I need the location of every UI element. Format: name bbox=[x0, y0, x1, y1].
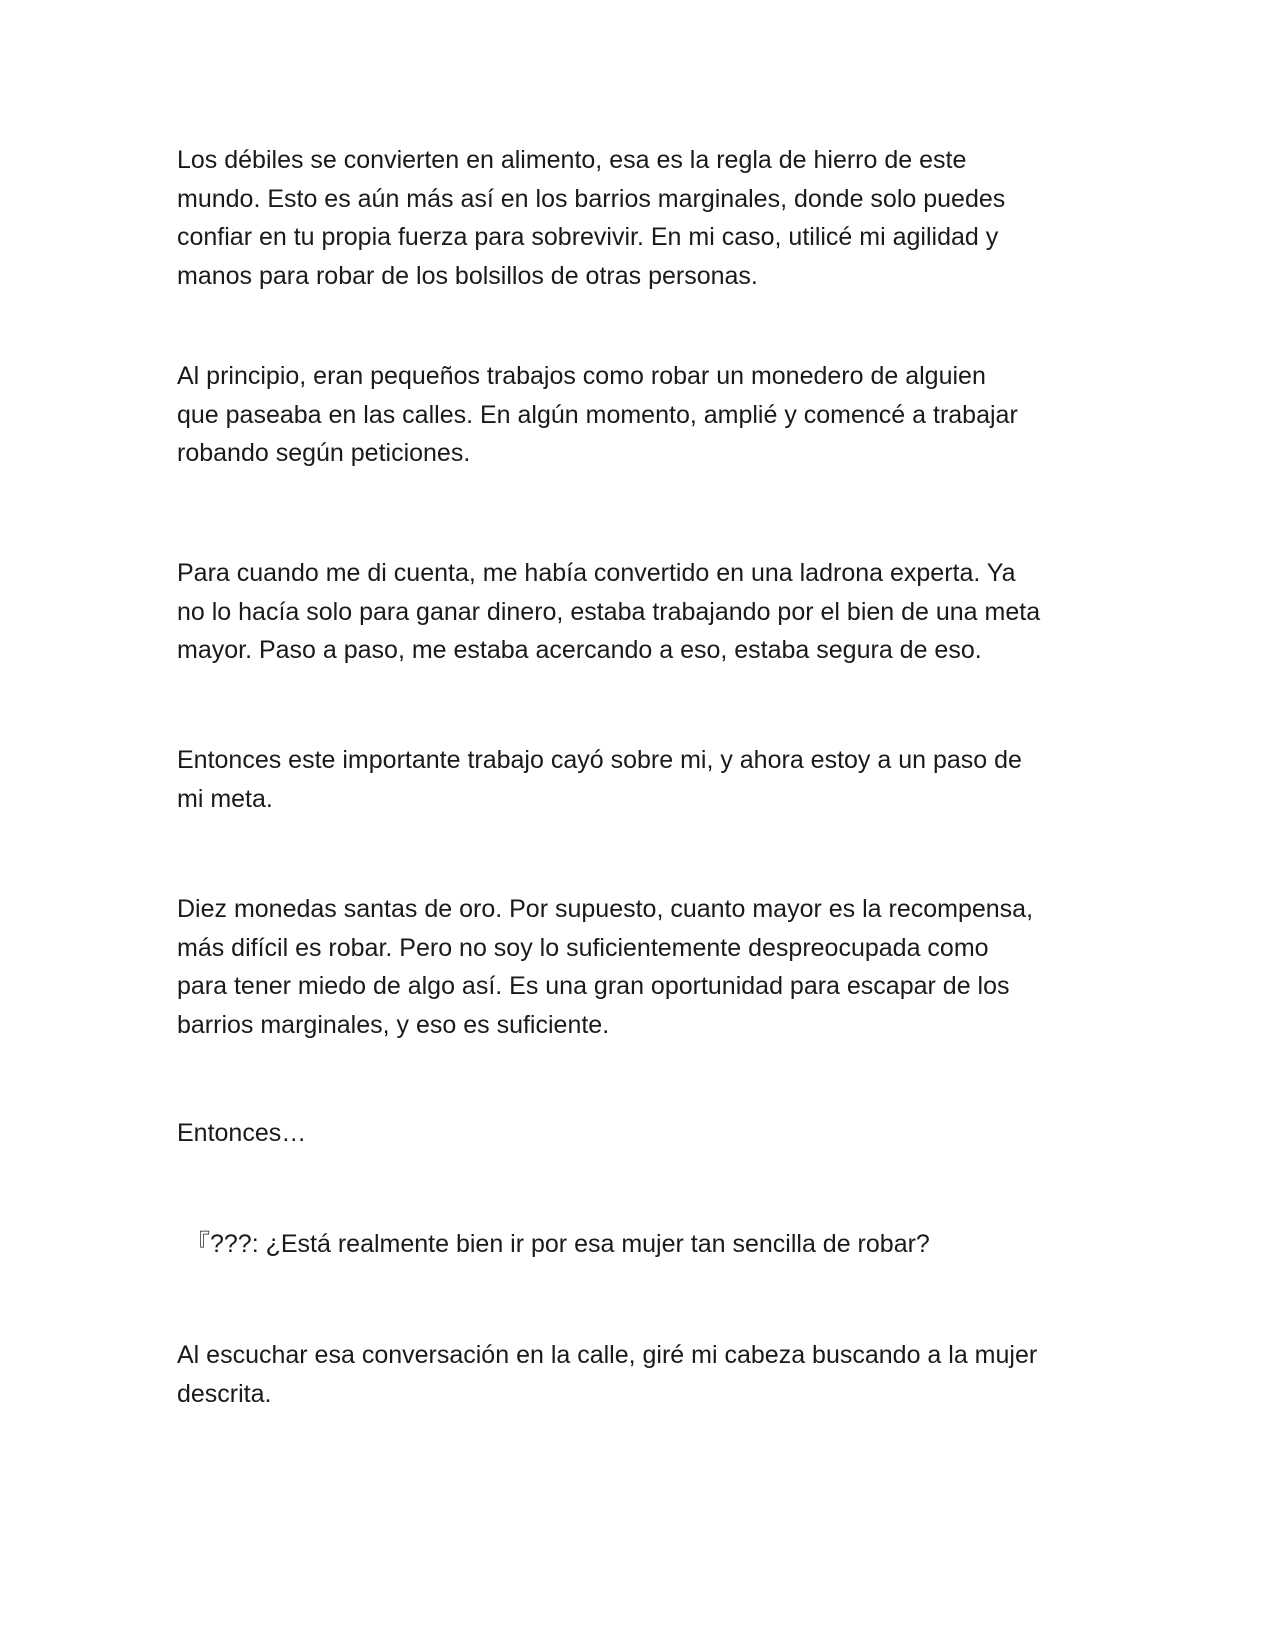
paragraph-line: 『???: ¿Está realmente bien ir por esa mujer tan sencilla de robar? bbox=[185, 1230, 930, 1258]
paragraph-4 bbox=[177, 741, 1107, 818]
paragraph-line: no lo hacía solo para ganar dinero, estaba trabajando por el bien de una meta bbox=[177, 597, 1041, 626]
paragraph-line: Diez monedas santas de oro. Por supuesto, cuanto mayor es la recompensa, bbox=[177, 895, 1034, 923]
paragraph-1 bbox=[177, 141, 1107, 295]
paragraph-line: mundo. Esto es aún más así en los barrios marginales, donde solo puedes bbox=[177, 184, 1006, 213]
paragraph-line: confiar en tu propia fuerza para sobrevivir. En mi caso, utilicé mi agilidad y bbox=[177, 223, 999, 251]
paragraph-line: que paseaba en las calles. En algún momento, amplié y comencé a trabajar bbox=[177, 400, 1018, 429]
paragraph-line: manos para robar de los bolsillos de otras personas. bbox=[177, 261, 758, 290]
dialogue-line bbox=[185, 1225, 1115, 1264]
paragraph-line: mayor. Paso a paso, me estaba acercando a eso, estaba segura de eso. bbox=[177, 636, 982, 664]
paragraph-line: Los débiles se convierten en alimento, esa es la regla de hierro de este bbox=[177, 146, 967, 174]
paragraph-line: robando según peticiones. bbox=[177, 439, 471, 467]
paragraph-line: Para cuando me di cuenta, me había convertido en una ladrona experta. Ya bbox=[177, 559, 1016, 587]
paragraph-line: más difícil es robar. Pero no soy lo suficientemente despreocupada como bbox=[177, 933, 989, 962]
paragraph-line: Al escuchar esa conversación en la calle, giré mi cabeza buscando a la mujer bbox=[177, 1341, 1038, 1369]
paragraph-6 bbox=[177, 1114, 1107, 1153]
paragraph-line: para tener miedo de algo así. Es una gran oportunidad para escapar de los bbox=[177, 972, 1010, 1000]
paragraph-line: Entonces… bbox=[177, 1119, 307, 1147]
paragraph-line: Al principio, eran pequeños trabajos como robar un monedero de alguien bbox=[177, 362, 986, 390]
paragraph-3 bbox=[177, 554, 1107, 670]
paragraph-5 bbox=[177, 890, 1107, 1044]
paragraph-2 bbox=[177, 357, 1107, 473]
paragraph-line: barrios marginales, y eso es suficiente. bbox=[177, 1010, 610, 1039]
paragraph-line: mi meta. bbox=[177, 784, 273, 813]
paragraph-line: descrita. bbox=[177, 1379, 272, 1408]
paragraph-8 bbox=[177, 1336, 1107, 1413]
paragraph-line: Entonces este importante trabajo cayó sobre mi, y ahora estoy a un paso de bbox=[177, 746, 1022, 774]
